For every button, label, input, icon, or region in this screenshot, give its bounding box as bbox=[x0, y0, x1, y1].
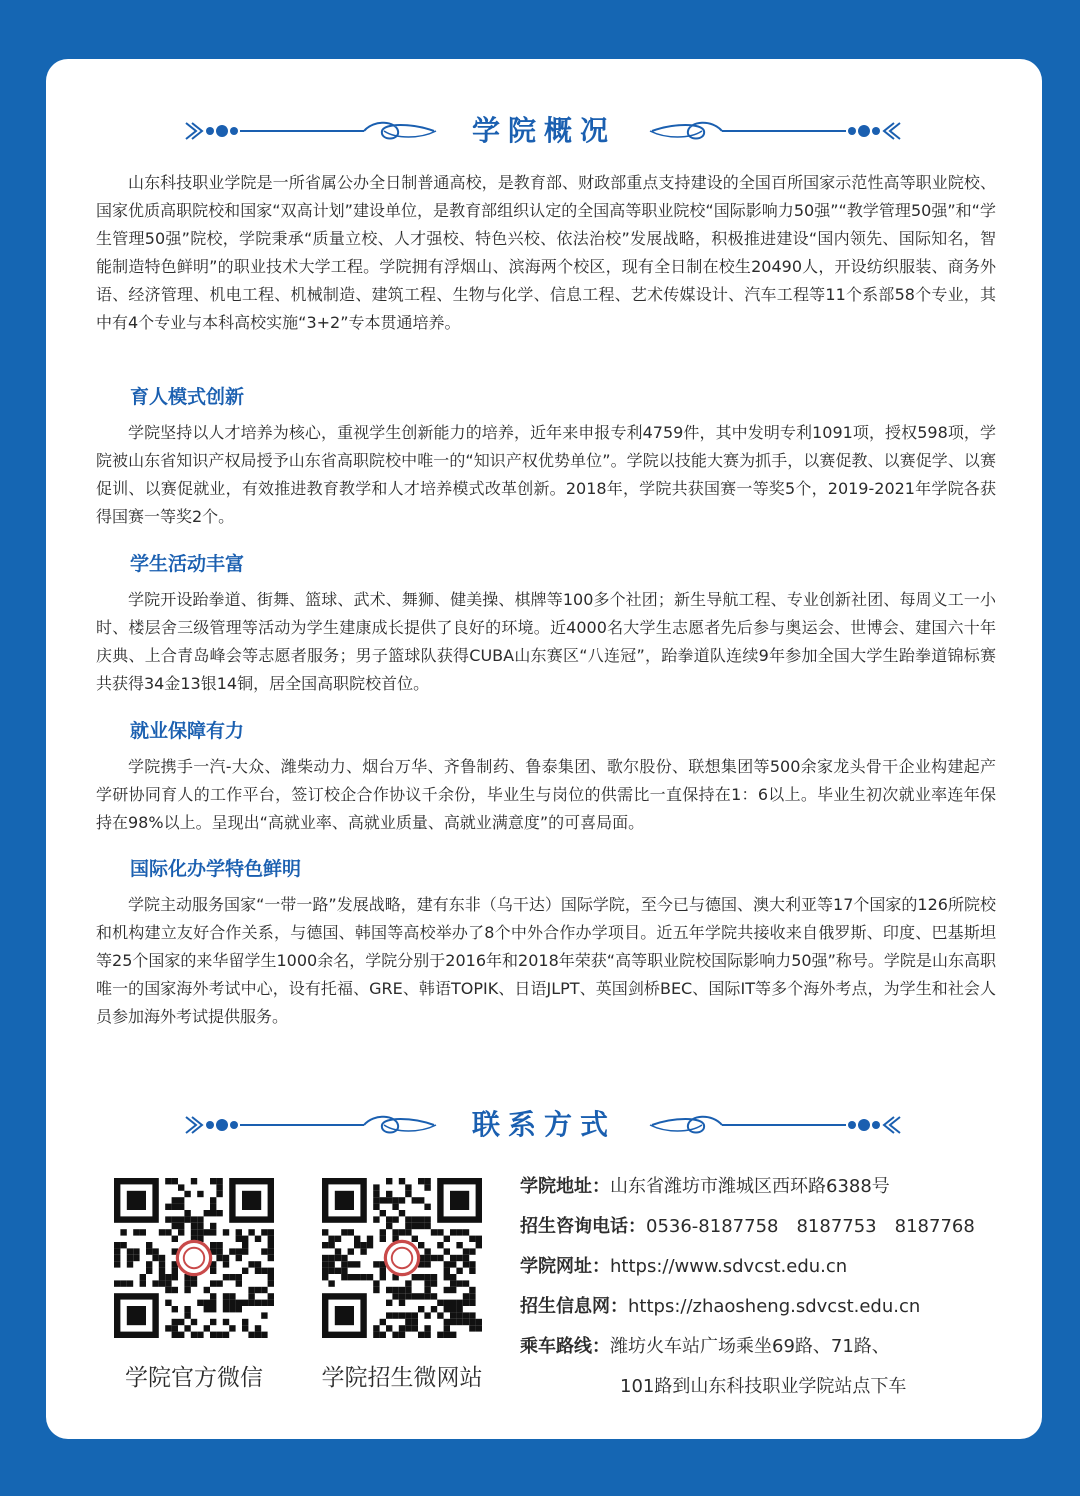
overview-banner bbox=[46, 111, 1042, 151]
admission-site-label: 招生信息网： bbox=[520, 1296, 628, 1317]
section-heading: 就业保障有力 bbox=[130, 720, 245, 742]
phone-label: 招生咨询电话： bbox=[520, 1216, 646, 1237]
section-heading: 育人模式创新 bbox=[130, 386, 245, 408]
wechat-qr-code bbox=[114, 1178, 274, 1338]
qr2-caption: 学院招生微网站 bbox=[321, 1365, 483, 1391]
section-heading: 国际化办学特色鲜明 bbox=[130, 858, 302, 880]
route-row bbox=[520, 1334, 890, 1360]
website-label: 学院网址： bbox=[520, 1256, 610, 1277]
admission-site-link[interactable]: https://zhaosheng.sdvcst.edu.cn bbox=[628, 1296, 921, 1317]
website-row bbox=[520, 1254, 847, 1280]
address-value: 山东省潍坊市潍城区西环路6388号 bbox=[610, 1176, 890, 1197]
admission-site-qr-code bbox=[322, 1178, 482, 1338]
section-heading: 学生活动丰富 bbox=[130, 553, 245, 575]
route-line-1: 潍坊火车站广场乘坐69路、71路、 bbox=[610, 1336, 890, 1357]
contact-banner bbox=[46, 1105, 1042, 1145]
section-text: 学院坚持以人才培养为核心，重视学生创新能力的培养，近年来申报专利4759件，其中发明专利1091项，授权598项，学院被山东省知识产权局授予山东省高职院校中唯一的“知识产权优势单位”。学院以技能大赛为抓手，以赛促教、以赛促学、以赛促训、以赛促就业，有效推进教育教学和人才培养模式改革创新。2018年，学院共获国赛一等奖5个，2019-2021年学院各获得国赛一等奖2个。 bbox=[96, 423, 996, 526]
overview-text: 山东科技职业学院是一所省属公办全日制普通高校，是教育部、财政部重点支持建设的全国百所国家示范性高等职业院校、国家优质高职院校和国家“双高计划”建设单位，是教育部组织认定的全国高等职业院校“国际影响力50强”“教学管理50强”和“学生管理50强”院校，学院秉承“质量立校、人才强校、特色兴校、依法治校”发展战略，积极推进建设“国内领先、国际知名，智能制造特色鲜明”的职业技术大学工程。学院拥有浮烟山、滨海两个校区，现有全日制在校生20490人，开设纺织服装、商务外语、经济管理、机电工程、机械制造、建筑工程、生物与化学、信息工程、艺术传媒设计、汽车工程等11个系部58个专业，其中有4个专业与本科高校实施“3+2”专本贯通培养。 bbox=[96, 173, 996, 332]
contact-title: 联系方式 bbox=[471, 1108, 616, 1141]
address-row bbox=[520, 1174, 890, 1200]
qr1-caption: 学院官方微信 bbox=[125, 1365, 263, 1391]
section-text: 学院主动服务国家“一带一路”发展战略，建有东非（乌干达）国际学院，至今已与德国、澳大利亚等17个国家的126所院校和机构建立友好合作关系，与德国、韩国等高校举办了8个中外合作办学项目。近五年学院共接收来自俄罗斯、印度、巴基斯坦等25个国家的来华留学生1000余名，学院分别于2016年和2018年荣获“高等职业院校国际影响力50强”称号。学院是山东高职唯一的国家海外考试中心，设有托福、GRE、韩语TOPIK、日语JLPT、英国剑桥BEC、国际IT等多个海外考点，为学生和社会人员参加海外考试提供服务。 bbox=[96, 895, 996, 1026]
overview-title: 学院概况 bbox=[471, 114, 616, 147]
admission-site-row bbox=[520, 1294, 920, 1320]
section-text: 学院开设跆拳道、街舞、篮球、武术、舞狮、健美操、棋牌等100多个社团；新生导航工程、专业创新社团、每周义工一小时、楼层舍三级管理等活动为学生建康成长提供了良好的环境。近4000名大学生志愿者先后参与奥运会、世博会、建国六十年庆典、上合青岛峰会等志愿者服务；男子篮球队获得CUBA山东赛区“八连冠”，跆拳道队连续9年参加全国大学生跆拳道锦标赛共获得34金13银14铜，居全国高职院校首位。 bbox=[96, 590, 996, 693]
route-line-2: 101路到山东科技职业学院站点下车 bbox=[620, 1376, 907, 1397]
phone-value: 0536-8187758 8187753 8187768 bbox=[646, 1216, 975, 1237]
section-text: 学院携手一汽-大众、潍柴动力、烟台万华、齐鲁制药、鲁泰集团、歌尔股份、联想集团等500余家龙头骨干企业构建起产学研协同育人的工作平台，签订校企合作协议千余份，毕业生与岗位的供需比一直保持在1：6以上。毕业生初次就业率连年保持在98%以上。呈现出“高就业率、高就业质量、高就业满意度”的可喜局面。 bbox=[96, 757, 996, 832]
route-label: 乘车路线： bbox=[520, 1336, 610, 1357]
address-label: 学院地址： bbox=[520, 1176, 610, 1197]
website-link[interactable]: https://www.sdvcst.edu.cn bbox=[610, 1256, 848, 1277]
phone-row bbox=[520, 1214, 975, 1240]
content-card bbox=[46, 59, 1042, 1439]
right-ornament-icon bbox=[644, 117, 902, 145]
right-ornament-icon bbox=[644, 1111, 902, 1139]
